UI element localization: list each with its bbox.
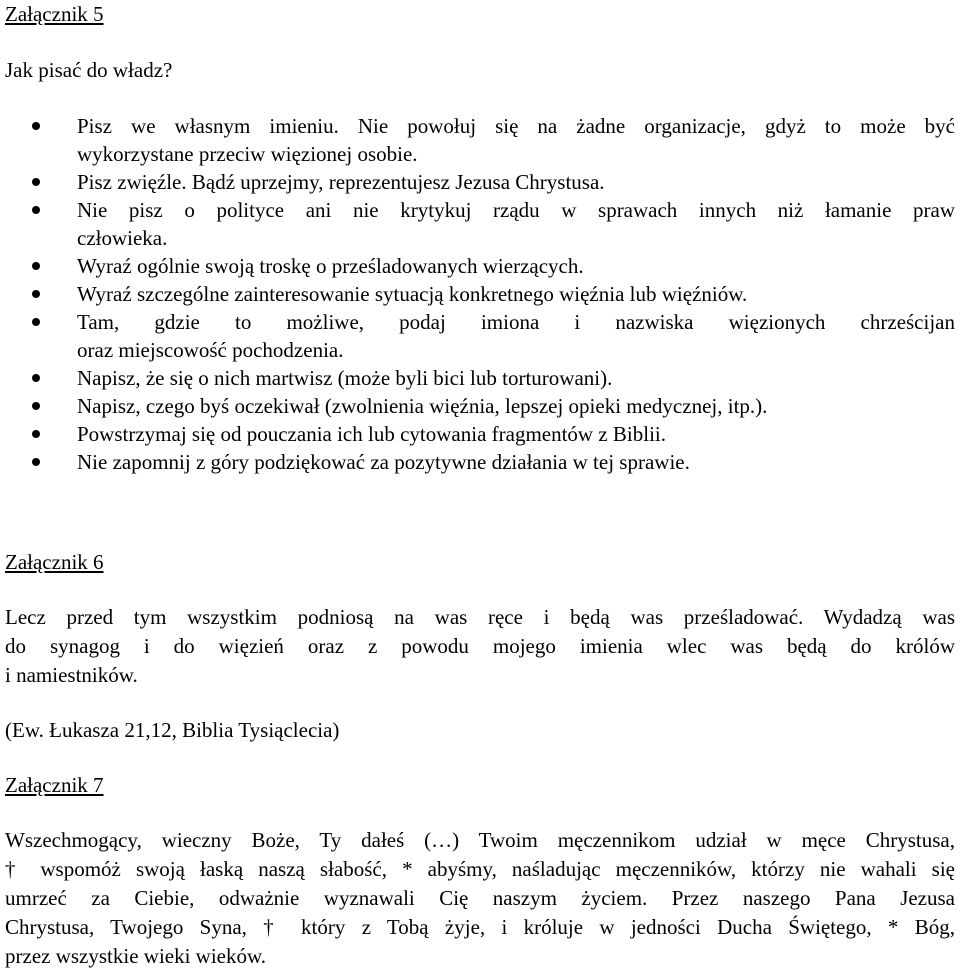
advice-list [5, 112, 955, 476]
bullet-icon [32, 430, 40, 438]
appendix-5-question: Jak pisać do władz? [5, 58, 173, 82]
list-item: Nie pisz o polityce ani nie krytykuj rządu w sprawach innych niż łamanie praw człowieka. [5, 196, 955, 252]
bullet-icon [32, 458, 40, 466]
list-item: Napisz, że się o nich martwisz (może byli bici lub torturowani). [5, 364, 955, 392]
list-item: Napisz, czego byś oczekiwał (zwolnienia więźnia, lepszej opieki medycznej, itp.). [5, 392, 955, 420]
bullet-icon [32, 402, 40, 410]
bullet-icon [32, 206, 40, 214]
list-item: Wyraź szczególne zainteresowanie sytuacją konkretnego więźnia lub więźniów. [5, 280, 955, 308]
bullet-icon [32, 178, 40, 186]
list-item: Nie zapomnij z góry podziękować za pozytywne działania w tej sprawie. [5, 448, 955, 476]
appendix-7-heading: Załącznik 7 [5, 773, 104, 797]
list-item: Pisz zwięźle. Bądź uprzejmy, reprezentujesz Jezusa Chrystusa. [5, 168, 955, 196]
bullet-icon [32, 290, 40, 298]
appendix-6-heading: Załącznik 6 [5, 550, 104, 574]
list-item: Pisz we własnym imieniu. Nie powołuj się na żadne organizacje, gdyż to może być wykorzystane przeciw więzionej osobie. [5, 112, 955, 168]
appendix-5-heading: Załącznik 5 [5, 2, 104, 26]
scripture-quote: Lecz przed tym wszystkim podniosą na was ręce i będą was prześladować. Wydadzą was do synagog i do więzień oraz z powodu mojego imienia wlec was będą do królów i namiestników. [5, 605, 955, 687]
list-item: Wyraź ogólnie swoją troskę o prześladowanych wierzących. [5, 252, 955, 280]
bullet-icon [32, 262, 40, 270]
prayer-text: Wszechmogący, wieczny Boże, Ty dałeś (…) Twoim męczennikom udział w męce Chrystusa, † wspomóż swoją łaską naszą słabość, * abyśmy, naśladując męczenników, którzy nie wahali się umrzeć za Ciebie, odważnie wyznawali Cię naszym życiem. Przez naszego Pana Jezusa Chrystusa, Twojego Syna, † który z Tobą żyje, i króluje w jedności Ducha Świętego, * Bóg, przez wszystkie wieki wieków. [5, 828, 955, 968]
scripture-citation: (Ew. Łukasza 21,12, Biblia Tysiąclecia) [5, 718, 340, 742]
bullet-icon [32, 122, 40, 130]
list-item: Powstrzymaj się od pouczania ich lub cytowania fragmentów z Biblii. [5, 420, 955, 448]
bullet-icon [32, 318, 40, 326]
bullet-icon [32, 374, 40, 382]
list-item: Tam, gdzie to możliwe, podaj imiona i nazwiska więzionych chrześcijan oraz miejscowość pochodzenia. [5, 308, 955, 364]
